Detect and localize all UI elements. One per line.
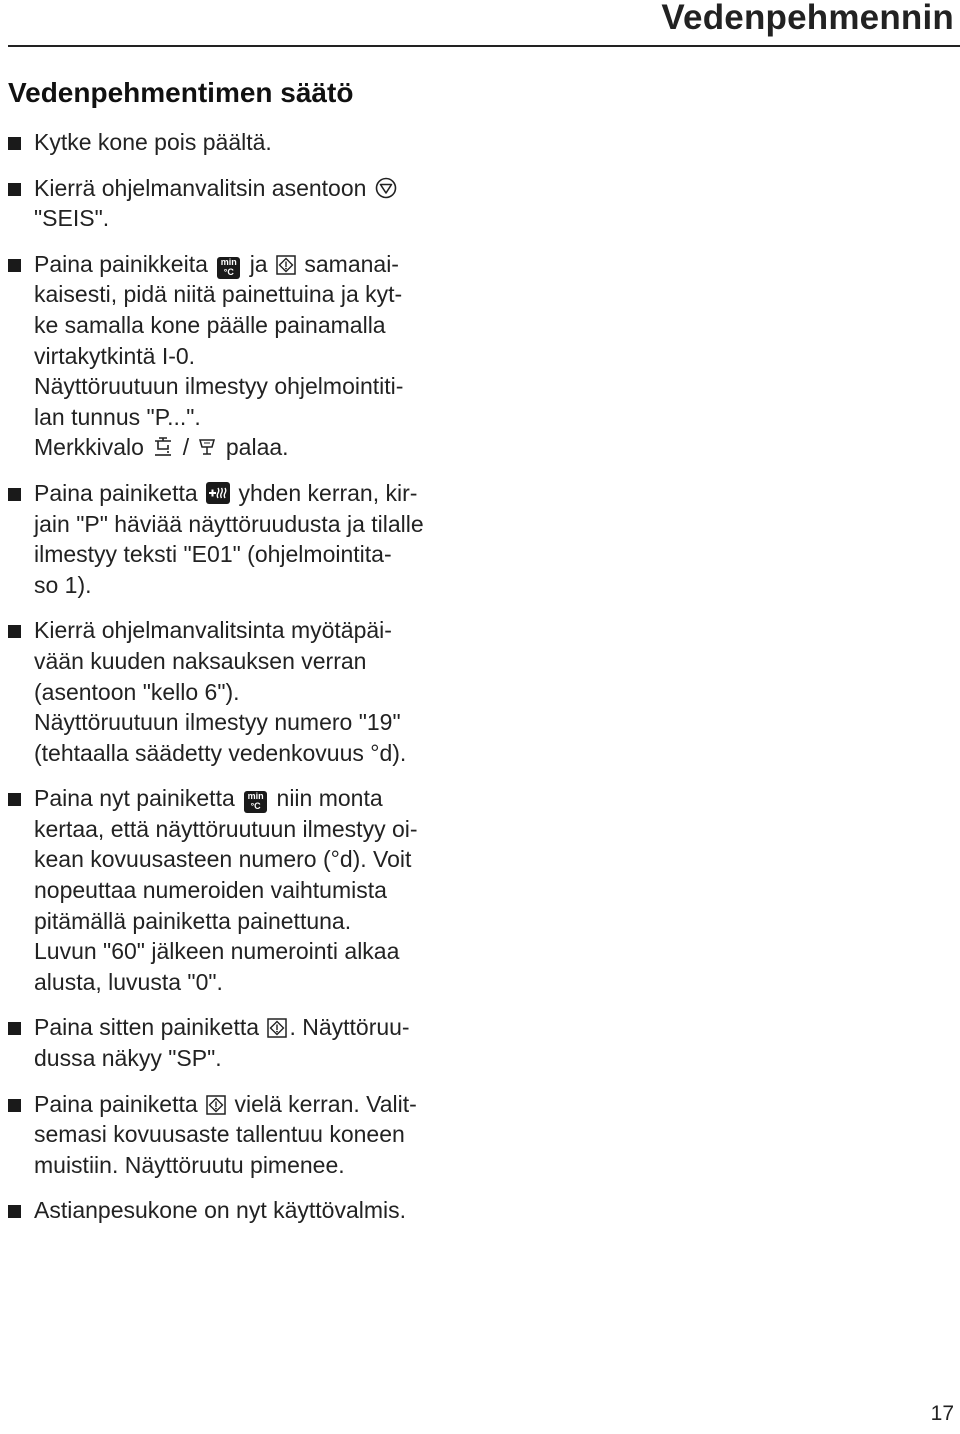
section-title: Vedenpehmentimen säätö	[8, 77, 354, 108]
step-text: Kytke kone pois päältä.	[34, 129, 272, 155]
page-number: 17	[930, 1402, 954, 1425]
step-text: /	[182, 434, 190, 461]
min-temp-key-icon: min °C	[217, 257, 240, 279]
header-rule	[8, 45, 960, 47]
stop-position-icon	[375, 177, 397, 199]
step-text: semasi kovuusaste tallentuu koneen	[34, 1121, 405, 1148]
step-text: Paina painiketta	[34, 1090, 198, 1117]
step-text: niin monta	[276, 785, 383, 812]
step-text: Kierrä ohjelmanvalitsin asentoon	[34, 174, 367, 201]
list-item	[8, 1012, 478, 1073]
step-text: ilmestyy teksti "E01" (ohjelmointita-	[34, 541, 392, 568]
step-text: (tehtaalla säädetty vedenkovuus °d).	[34, 739, 407, 766]
bullet-icon	[8, 488, 21, 501]
bullet-icon	[8, 1099, 21, 1112]
list-item	[8, 173, 478, 234]
list-item	[8, 249, 478, 463]
step-text: vään kuuden naksauksen verran	[34, 647, 367, 674]
list-item	[8, 1195, 478, 1226]
step-text: kaisesti, pidä niitä painettuina ja kyt-	[34, 281, 403, 308]
step-text: yhden kerran, kir-	[238, 479, 418, 506]
instruction-list	[8, 127, 478, 1226]
step-text: ja	[249, 250, 268, 277]
tap-water-icon	[152, 436, 174, 458]
step-text: Merkkivalo	[34, 434, 144, 461]
step-text: "SEIS".	[34, 205, 110, 232]
step-text: Kierrä ohjelmanvalitsinta myötäpäi-	[34, 617, 392, 644]
step-text: Paina painikkeita	[34, 250, 208, 277]
step-text: Astianpesukone on nyt käyttövalmis.	[34, 1197, 407, 1224]
start-diamond-icon	[267, 1018, 287, 1038]
bullet-icon	[8, 793, 21, 806]
bullet-icon	[8, 259, 21, 272]
bullet-icon	[8, 625, 21, 638]
start-diamond-icon	[276, 255, 296, 275]
step-text: samanai-	[304, 250, 399, 277]
list-item	[8, 615, 478, 768]
step-text: (asentoon "kello 6").	[34, 678, 240, 705]
step-text: Paina nyt painiketta	[34, 785, 235, 812]
list-item	[8, 478, 478, 600]
step-text: Näyttöruutuun ilmestyy ohjelmointiti-	[34, 373, 404, 400]
step-text: muistiin. Näyttöruutu pimenee.	[34, 1151, 345, 1178]
step-text: jain "P" häviää näyttöruudusta ja tilalle	[34, 510, 424, 537]
bullet-icon	[8, 1022, 21, 1035]
step-text: kertaa, että näyttöruutuun ilmestyy oi-	[34, 815, 418, 842]
list-item	[8, 127, 478, 158]
step-text: ke samalla kone päälle painamalla	[34, 311, 386, 338]
step-text: nopeuttaa numeroiden vaihtumista	[34, 877, 387, 904]
step-text: Paina painiketta	[34, 479, 198, 506]
header-title: Vedenpehmennin	[661, 0, 954, 37]
list-item	[8, 1089, 478, 1181]
softener-salt-icon	[197, 436, 217, 458]
min-temp-key-icon: min °C	[244, 791, 267, 813]
step-text: lan tunnus "P...".	[34, 403, 201, 430]
step-text: virtakytkintä I-0.	[34, 342, 196, 369]
bullet-icon	[8, 183, 21, 196]
plus-heat-key-icon	[206, 482, 230, 504]
step-text: so 1).	[34, 571, 92, 598]
step-text: vielä kerran. Valit-	[234, 1090, 417, 1117]
step-text: alusta, luvusta "0".	[34, 968, 223, 995]
step-text: pitämällä painiketta painettuna.	[34, 907, 352, 934]
start-diamond-icon	[206, 1095, 226, 1115]
bullet-icon	[8, 137, 21, 150]
bullet-icon	[8, 1205, 21, 1218]
step-text: Näyttöruutuun ilmestyy numero "19"	[34, 709, 401, 736]
step-text: kean kovuusasteen numero (°d). Voit	[34, 846, 412, 873]
step-text: dussa näkyy "SP".	[34, 1045, 222, 1072]
step-text: palaa.	[225, 434, 289, 461]
step-text: Paina sitten painiketta	[34, 1014, 260, 1041]
step-text: . Näyttöruu-	[289, 1014, 410, 1041]
list-item	[8, 783, 478, 997]
step-text: Luvun "60" jälkeen numerointi alkaa	[34, 938, 400, 965]
